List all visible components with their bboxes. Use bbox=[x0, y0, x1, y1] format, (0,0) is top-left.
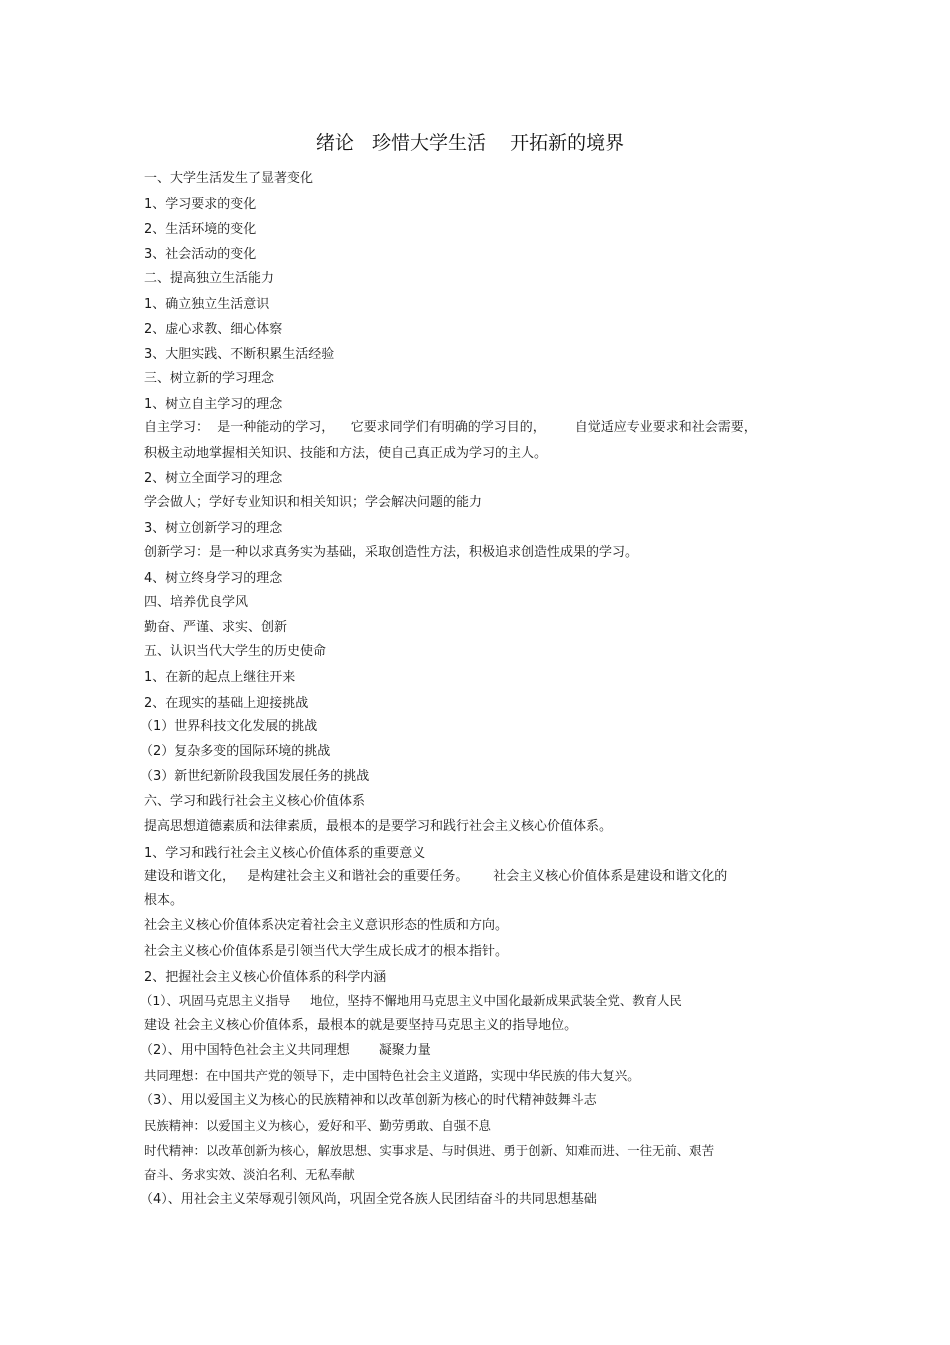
paragraph-line: 勤奋、严谨、求实、创新 bbox=[144, 620, 288, 635]
sub-list-item: （2）复杂多变的国际环境的挑战 bbox=[140, 744, 331, 759]
paragraph-line: 奋斗、务求实效、淡泊名利、无私奉献 bbox=[144, 1167, 355, 1182]
paragraph-line: 建设 社会主义核心价值体系，最根本的就是要坚持马克思主义的指导地位。 bbox=[144, 1018, 578, 1033]
list-item: 1、学习要求的变化 bbox=[144, 197, 257, 212]
section-heading-4: 四、培养优良学风 bbox=[144, 595, 249, 610]
paragraph-line: 建设和谐文化， 是构建社会主义和谐社会的重要任务。 社会主义核心价值体系是建设和谐文化的 bbox=[144, 869, 728, 884]
paragraph-line: 社会主义核心价值体系是引领当代大学生成长成才的根本指针。 bbox=[144, 944, 509, 959]
list-item: 1、确立独立生活意识 bbox=[144, 297, 270, 312]
paragraph-line: 共同理想：在中国共产党的领导下，走中国特色社会主义道路，实现中华民族的伟大复兴。 bbox=[144, 1068, 640, 1083]
sub-list-item: （3）、用以爱国主义为核心的民族精神和以改革创新为核心的时代精神鼓舞斗志 bbox=[140, 1093, 597, 1108]
list-item: 1、树立自主学习的理念 bbox=[144, 397, 283, 412]
paragraph-line: 时代精神：以改革创新为核心，解放思想、实事求是、与时俱进、勇于创新、知难而进、一往无前、艰苦 bbox=[144, 1143, 714, 1158]
sub-list-item: （4）、用社会主义荣辱观引领风尚，巩固全党各族人民团结奋斗的共同思想基础 bbox=[140, 1192, 597, 1207]
list-item: 2、把握社会主义核心价值体系的科学内涵 bbox=[144, 970, 387, 985]
list-item: 2、生活环境的变化 bbox=[144, 222, 257, 237]
paragraph-line: 提高思想道德素质和法律素质，最根本的是要学习和践行社会主义核心价值体系。 bbox=[144, 819, 613, 834]
list-item: 2、虚心求教、细心体察 bbox=[144, 322, 283, 337]
section-heading-5: 五、认识当代大学生的历史使命 bbox=[144, 644, 327, 659]
paragraph-line: 积极主动地掌握相关知识、技能和方法，使自己真正成为学习的主人。 bbox=[144, 446, 548, 461]
paragraph-line: 根本。 bbox=[144, 893, 184, 908]
paragraph-line: 自主学习： 是一种能动的学习， 它要求同学们有明确的学习目的， 自觉适应专业要求和社会需要， bbox=[144, 420, 757, 435]
paragraph-line: 学会做人；学好专业知识和相关知识；学会解决问题的能力 bbox=[144, 495, 483, 510]
sub-list-item: （2）、用中国特色社会主义共同理想 凝聚力量 bbox=[140, 1043, 431, 1058]
paragraph-line: 社会主义核心价值体系决定着社会主义意识形态的性质和方向。 bbox=[144, 918, 509, 933]
list-item: 2、树立全面学习的理念 bbox=[144, 471, 283, 486]
list-item: 3、大胆实践、不断积累生活经验 bbox=[144, 347, 335, 362]
section-heading-6: 六、学习和践行社会主义核心价值体系 bbox=[144, 794, 366, 809]
list-item: 3、树立创新学习的理念 bbox=[144, 521, 283, 536]
sub-list-item: （1）世界科技文化发展的挑战 bbox=[140, 719, 318, 734]
sub-list-item: （1）、巩固马克思主义指导 地位，坚持不懈地用马克思主义中国化最新成果武装全党、教育人民 bbox=[140, 993, 682, 1008]
document-title: 绪论 珍惜大学生活 开拓新的境界 bbox=[315, 132, 625, 154]
paragraph-line: 民族精神：以爱国主义为核心，爱好和平、勤劳勇敢、自强不息 bbox=[144, 1118, 491, 1133]
list-item: 2、在现实的基础上迎接挑战 bbox=[144, 696, 309, 711]
sub-list-item: （3）新世纪新阶段我国发展任务的挑战 bbox=[140, 769, 370, 784]
list-item: 3、社会活动的变化 bbox=[144, 247, 257, 262]
paragraph-line: 创新学习：是一种以求真务实为基础，采取创造性方法，积极追求创造性成果的学习。 bbox=[144, 545, 639, 560]
section-heading-3: 三、树立新的学习理念 bbox=[144, 371, 275, 386]
section-heading-2: 二、提高独立生活能力 bbox=[144, 271, 275, 286]
list-item: 1、学习和践行社会主义核心价值体系的重要意义 bbox=[144, 846, 426, 861]
section-heading-1: 一、大学生活发生了显著变化 bbox=[144, 171, 314, 186]
list-item: 1、在新的起点上继往开来 bbox=[144, 670, 296, 685]
list-item: 4、树立终身学习的理念 bbox=[144, 571, 283, 586]
